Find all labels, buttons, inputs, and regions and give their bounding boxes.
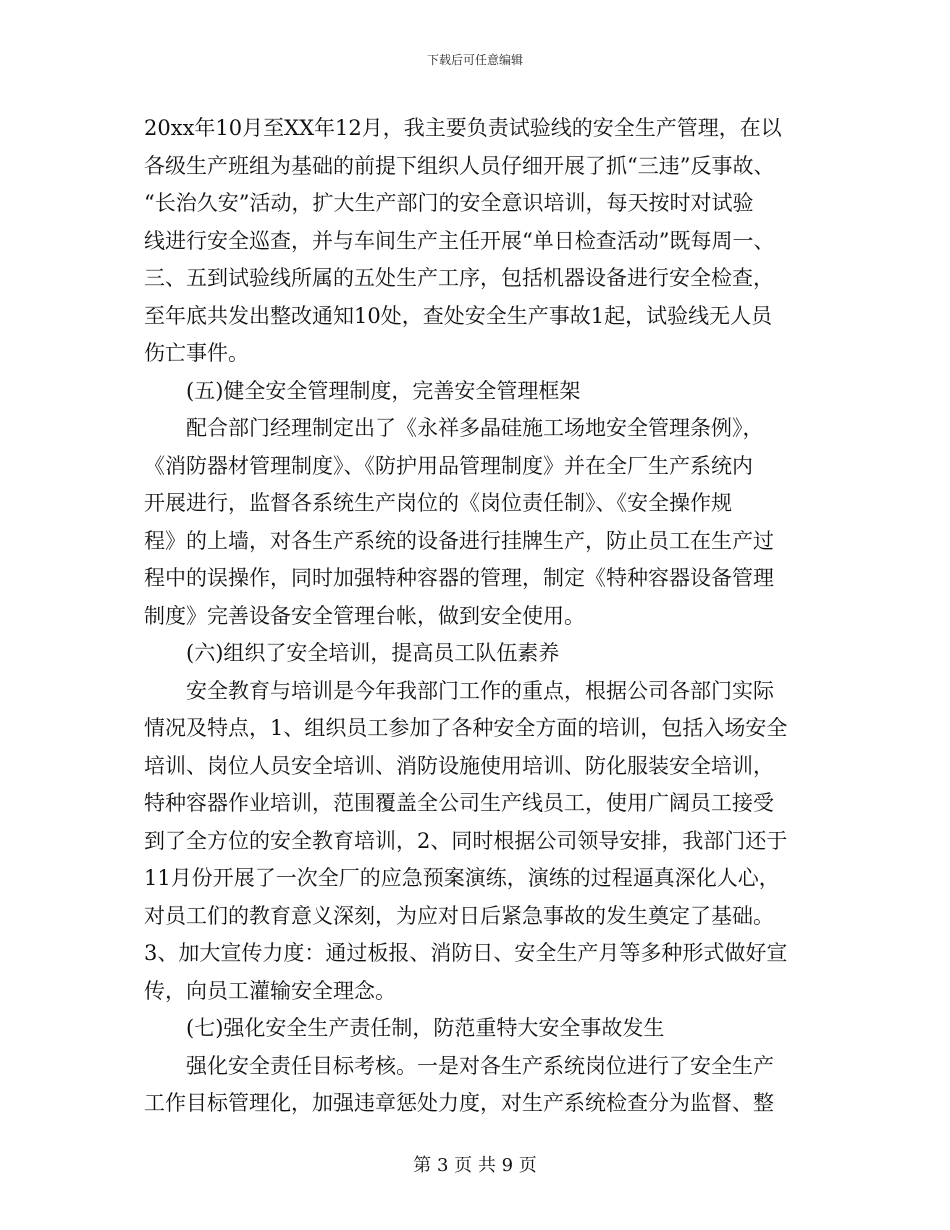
text-line: 20xx年10月至XX年12月，我主要负责试验线的安全生产管理，在以 (144, 116, 782, 140)
text-line: 程中的误操作，同时加强特种容器的管理，制定《特种容器设备管理 (144, 566, 774, 590)
text-line: 培训、岗位人员安全培训、消防设施使用培训、防化服装安全培训， (144, 753, 774, 778)
text-line: (六)组织了安全培训，提高员工队伍素养 (186, 641, 560, 665)
page-header: 下载后可任意编辑 (426, 53, 523, 67)
text-line: 线进行安全巡查，并与车间生产主任开展“单日检查活动”既每周一、 (144, 228, 775, 253)
text-line: 11月份开展了一次全厂的应急预案演练，演练的过程逼真深化人心， (144, 866, 780, 890)
text-line: 到了全方位的安全教育培训，2、同时根据公司领导安排，我部门还于 (144, 828, 788, 853)
text-line: 情况及特点，1、组织员工参加了各种安全方面的培训，包括入场安全 (144, 716, 788, 740)
text-line: 3、加大宣传力度：通过板报、消防日、安全生产月等多种形式做好宣 (144, 941, 788, 965)
text-line: 特种容器作业培训，范围覆盖全公司生产线员工，使用广阔员工接受 (144, 791, 774, 815)
page-footer: 第 3 页 共 9 页 (413, 1155, 537, 1176)
document-body (144, 110, 804, 1123)
text-line: 安全教育与培训是今年我部门工作的重点，根据公司各部门实际 (186, 678, 774, 703)
text-line: 对员工们的教育意义深刻，为应对日后紧急事故的发生奠定了基础。 (144, 903, 774, 928)
text-line: 程》的上墙，对各生产系统的设备进行挂牌生产，防止员工在生产过 (144, 528, 774, 553)
text-line: “长治久安”活动，扩大生产部门的安全意识培训，每天按时对试验 (144, 191, 754, 215)
text-line: 配合部门经理制定出了《永祥多晶硅施工场地安全管理条例》， (186, 416, 764, 440)
text-line: 三、五到试验线所属的五处生产工序，包括机器设备进行安全检查， (144, 266, 774, 290)
text-line: 强化安全责任目标考核。一是对各生产系统岗位进行了安全生产 (186, 1053, 774, 1078)
text-line: 《消防器材管理制度》、《防护用品管理制度》并在全厂生产系统内 (144, 453, 753, 478)
text-line: 各级生产班组为基础的前提下组织人员仔细开展了抓“三违”反事故、 (144, 153, 775, 178)
text-line: 开展进行，监督各系统生产岗位的《岗位责任制》、《安全操作规 (144, 491, 732, 515)
text-line: 制度》完善设备安全管理台帐，做到安全使用。 (144, 603, 585, 628)
text-line: (七)强化安全生产责任制，防范重特大安全事故发生 (186, 1016, 665, 1040)
text-line: (五)健全安全管理制度，完善安全管理框架 (186, 378, 581, 403)
text-line: 伤亡事件。 (144, 341, 249, 365)
text-line: 至年底共发出整改通知10处，查处安全生产事故1起，试验线无人员 (144, 303, 773, 328)
text-line: 传，向员工灌输安全理念。 (144, 978, 396, 1003)
text-line: 工作目标管理化，加强违章惩处力度，对生产系统检查分为监督、整 (144, 1091, 774, 1115)
